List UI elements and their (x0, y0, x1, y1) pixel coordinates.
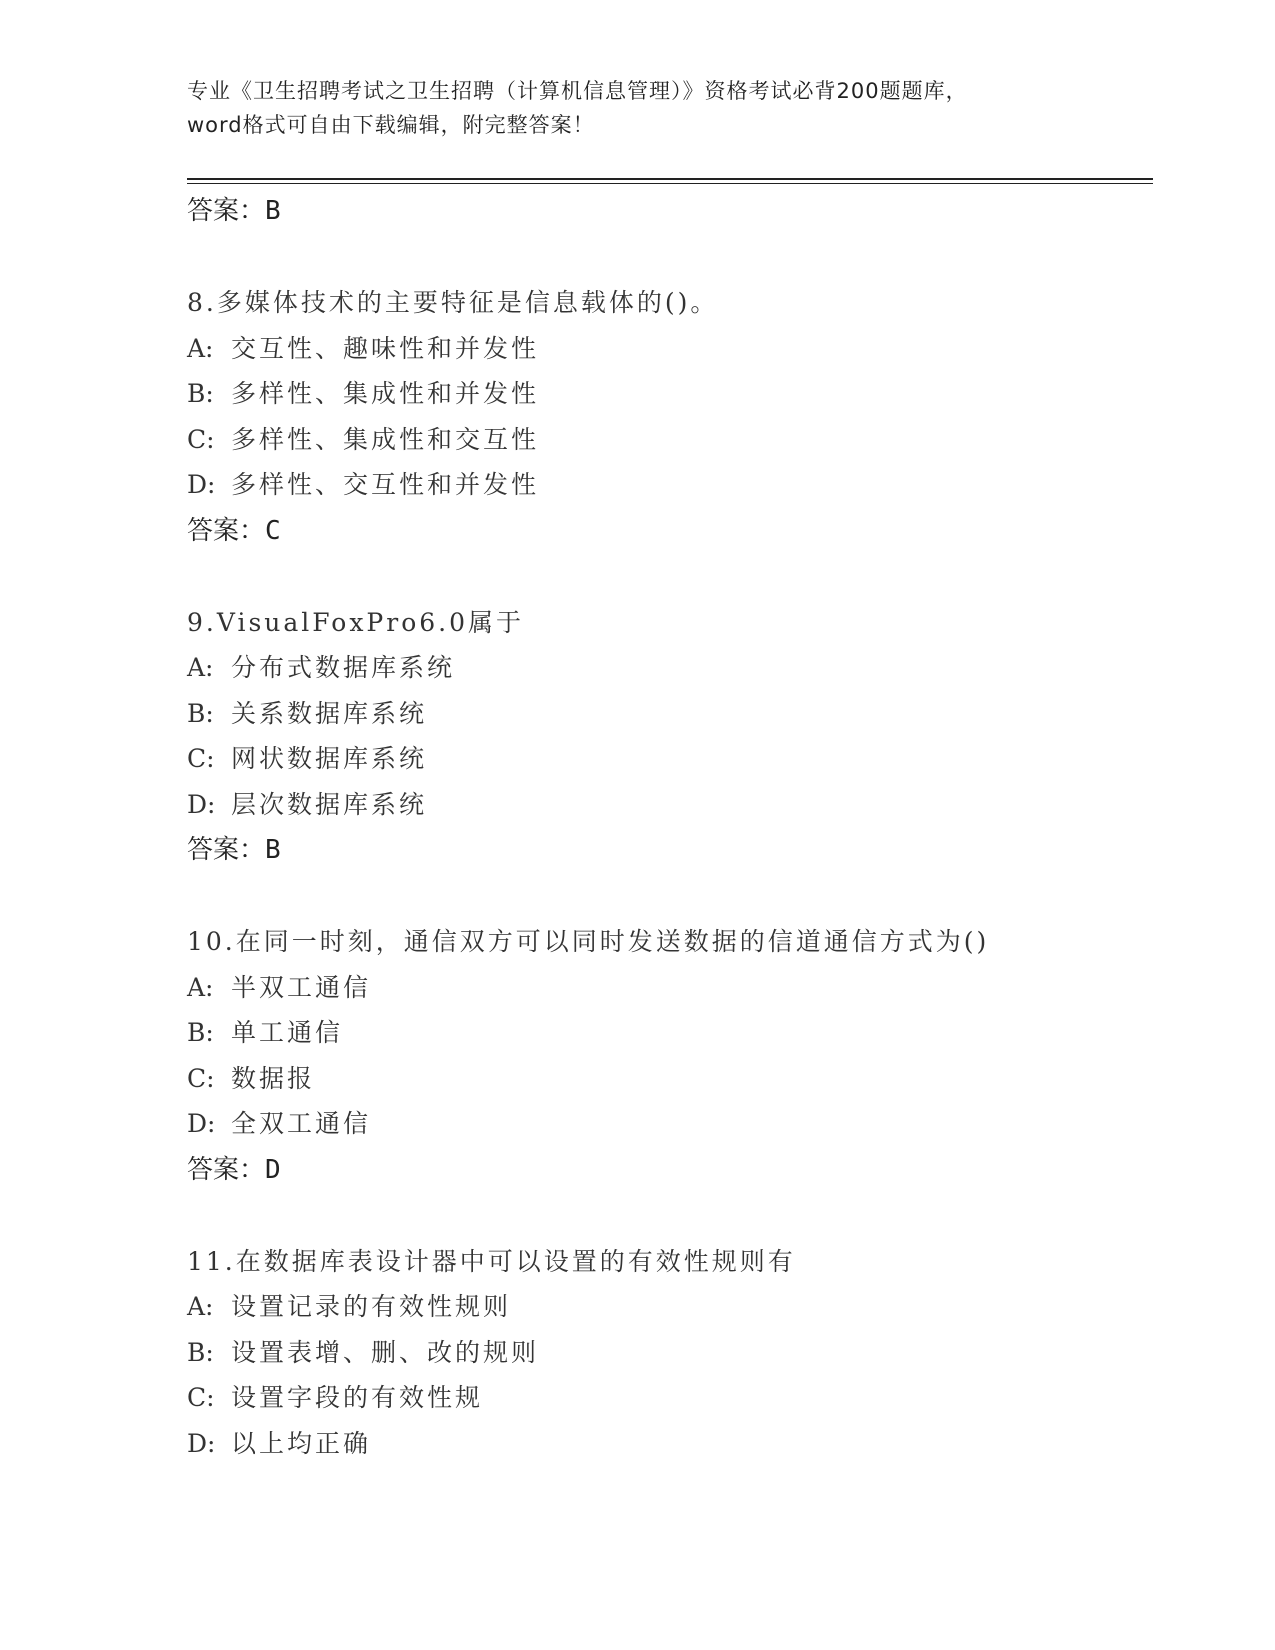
option-letter: D: (187, 470, 216, 499)
option-b (187, 1010, 1153, 1056)
answer-label: 答案： (187, 835, 266, 865)
option-text: 交互性、趣味性和并发性 (231, 333, 540, 363)
option-d (187, 1421, 1153, 1467)
option-c (187, 736, 1153, 782)
answer-value: D (265, 1154, 281, 1185)
option-a (187, 645, 1153, 691)
option-a (187, 1284, 1153, 1330)
header-line-2: word格式可自由下载编辑，附完整答案！ (187, 113, 595, 137)
option-letter: B: (187, 1337, 214, 1367)
option-letter: D: (187, 1109, 216, 1138)
answer-label: 答案： (187, 515, 266, 546)
answer-line (187, 508, 1153, 554)
answer-value: B (265, 835, 281, 865)
answer-value: C (265, 515, 281, 546)
option-a (187, 965, 1153, 1011)
answer-line (187, 827, 1153, 873)
option-text: 网状数据库系统 (231, 744, 428, 773)
option-b (187, 691, 1153, 737)
option-text: 设置表增、删、改的规则 (231, 1337, 540, 1367)
question-list (187, 188, 1153, 1466)
spacer (187, 1193, 1153, 1239)
option-text: 层次数据库系统 (231, 789, 428, 819)
header-line-1: 专业《卫生招聘考试之卫生招聘（计算机信息管理）》资格考试必背200题题库， (187, 79, 968, 103)
option-letter: C: (187, 424, 215, 454)
answer-label: 答案： (187, 196, 266, 226)
answer-value: B (265, 196, 281, 226)
question-text: 11.在数据库表设计器中可以设置的有效性规则有 (187, 1246, 796, 1276)
option-letter: C: (187, 1383, 215, 1412)
answer-line (187, 1147, 1153, 1193)
option-c (187, 1056, 1153, 1102)
option-b (187, 371, 1153, 417)
option-text: 单工通信 (231, 1018, 344, 1047)
option-text: 关系数据库系统 (231, 698, 428, 728)
option-text: 以上均正确 (231, 1428, 372, 1458)
option-text: 设置字段的有效性规 (231, 1383, 484, 1412)
option-text: 全双工通信 (231, 1109, 372, 1138)
header-divider-thick (187, 178, 1153, 180)
answer-line (187, 188, 1153, 234)
option-text: 多样性、集成性和并发性 (231, 379, 540, 408)
option-letter: C: (187, 744, 215, 773)
option-letter: D: (187, 1428, 216, 1458)
option-letter: A: (187, 653, 214, 682)
option-text: 多样性、集成性和交互性 (231, 424, 540, 454)
option-c (187, 417, 1153, 463)
question-text: 8.多媒体技术的主要特征是信息载体的()。 (187, 288, 719, 317)
option-text: 多样性、交互性和并发性 (231, 470, 540, 499)
option-d (187, 1101, 1153, 1147)
option-letter: D: (187, 789, 216, 819)
header-divider-thin (187, 183, 1153, 184)
option-text: 半双工通信 (231, 972, 372, 1002)
option-letter: B: (187, 1018, 214, 1047)
option-letter: C: (187, 1063, 215, 1093)
option-b (187, 1330, 1153, 1376)
option-d (187, 782, 1153, 828)
option-letter: A: (187, 1292, 214, 1321)
question-text: 9.VisualFoxPro6.0属于 (187, 607, 525, 637)
spacer (187, 873, 1153, 919)
option-letter: A: (187, 333, 214, 363)
option-c (187, 1375, 1153, 1421)
option-text: 数据报 (231, 1063, 316, 1093)
answer-label: 答案： (187, 1154, 266, 1185)
spacer (187, 234, 1153, 280)
option-letter: B: (187, 379, 214, 408)
option-text: 设置记录的有效性规则 (231, 1292, 512, 1321)
option-d (187, 462, 1153, 508)
option-letter: A: (187, 972, 214, 1002)
spacer (187, 554, 1153, 600)
document-header (187, 74, 1087, 142)
option-text: 分布式数据库系统 (231, 653, 456, 682)
question-text: 10.在同一时刻，通信双方可以同时发送数据的信道通信方式为() (187, 927, 990, 956)
option-a (187, 326, 1153, 372)
option-letter: B: (187, 698, 214, 728)
